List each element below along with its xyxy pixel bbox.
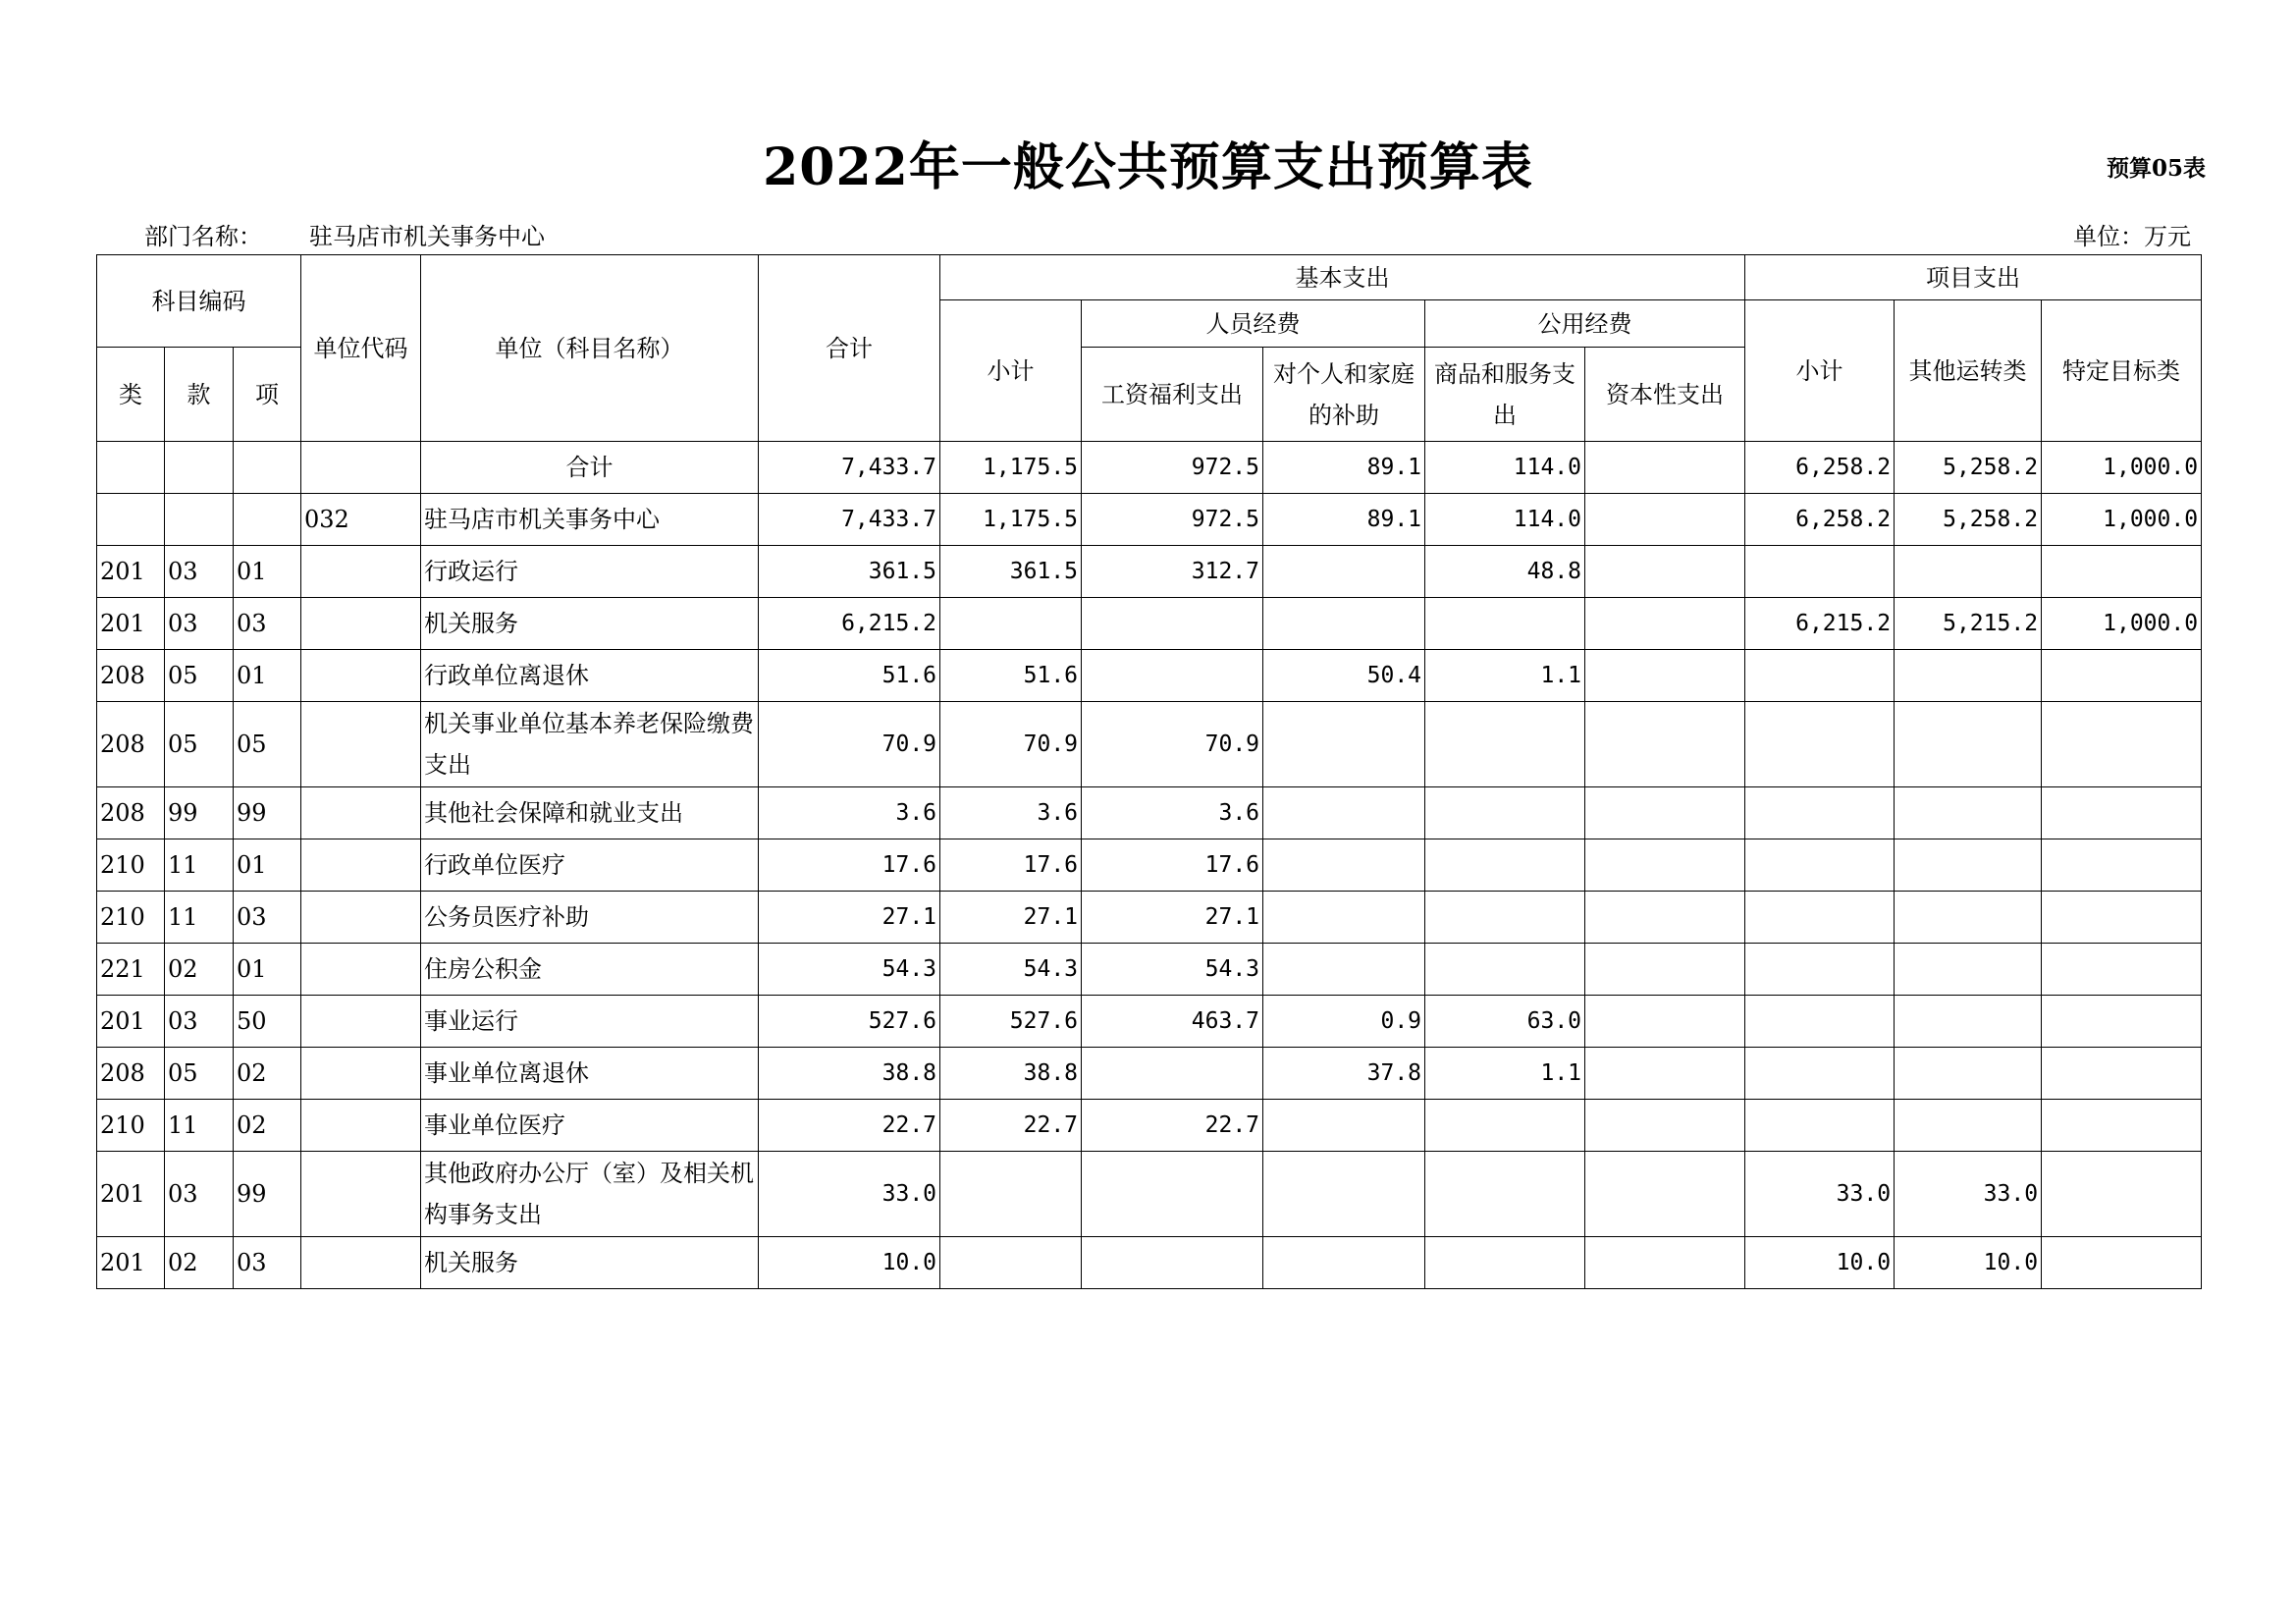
cell-unit-name: 合计 (421, 442, 759, 494)
cell-capital (1585, 1100, 1745, 1152)
cell-kuan: 05 (165, 650, 234, 702)
cell-lei: 208 (97, 650, 165, 702)
cell-basic-subtotal: 38.8 (940, 1048, 1082, 1100)
cell-basic-subtotal (940, 1152, 1082, 1237)
cell-xiang (234, 442, 301, 494)
table-row (97, 839, 2202, 892)
cell-unit-code (301, 839, 421, 892)
cell-unit-name: 住房公积金 (421, 944, 759, 996)
cell-capital (1585, 442, 1745, 494)
table-row (97, 1048, 2202, 1100)
cell-lei: 208 (97, 1048, 165, 1100)
cell-lei: 201 (97, 598, 165, 650)
cell-basic-subtotal: 17.6 (940, 839, 1082, 892)
cell-capital (1585, 1048, 1745, 1100)
table-row (97, 494, 2202, 546)
cell-individual-subsidy (1263, 702, 1425, 787)
cell-total: 7,433.7 (759, 442, 940, 494)
header-unit-name: 单位（科目名称） (421, 255, 759, 442)
header-special-target: 特定目标类 (2042, 300, 2202, 442)
table-row (97, 650, 2202, 702)
cell-kuan: 02 (165, 1237, 234, 1289)
cell-individual-subsidy: 50.4 (1263, 650, 1425, 702)
cell-total: 17.6 (759, 839, 940, 892)
cell-capital (1585, 650, 1745, 702)
cell-capital (1585, 1152, 1745, 1237)
table-code: 预算05表 (2106, 155, 2206, 182)
cell-unit-code (301, 546, 421, 598)
header-public-funds: 公用经费 (1425, 300, 1745, 348)
table-header (97, 255, 2202, 442)
cell-lei: 208 (97, 787, 165, 839)
cell-individual-subsidy (1263, 546, 1425, 598)
cell-other-transfer: 5,215.2 (1895, 598, 2042, 650)
cell-individual-subsidy: 0.9 (1263, 996, 1425, 1048)
cell-unit-name: 行政运行 (421, 546, 759, 598)
header-xiang: 项 (234, 348, 301, 442)
cell-xiang: 02 (234, 1100, 301, 1152)
cell-total: 51.6 (759, 650, 940, 702)
cell-basic-subtotal: 22.7 (940, 1100, 1082, 1152)
cell-capital (1585, 892, 1745, 944)
department-line (144, 217, 545, 251)
cell-basic-subtotal: 1,175.5 (940, 494, 1082, 546)
header-project-expenditure: 项目支出 (1745, 255, 2202, 300)
cell-capital (1585, 494, 1745, 546)
header-individual-subsidy: 对个人和家庭的补助 (1263, 348, 1425, 442)
cell-salary: 27.1 (1082, 892, 1263, 944)
cell-other-transfer: 33.0 (1895, 1152, 2042, 1237)
cell-salary (1082, 1152, 1263, 1237)
cell-basic-subtotal: 70.9 (940, 702, 1082, 787)
cell-goods-services: 114.0 (1425, 494, 1585, 546)
header-subject-code: 科目编码 (97, 255, 301, 348)
cell-unit-code (301, 944, 421, 996)
cell-project-subtotal: 33.0 (1745, 1152, 1895, 1237)
cell-total: 33.0 (759, 1152, 940, 1237)
cell-special-target (2042, 650, 2202, 702)
cell-kuan: 03 (165, 546, 234, 598)
cell-capital (1585, 546, 1745, 598)
cell-special-target: 1,000.0 (2042, 598, 2202, 650)
cell-special-target (2042, 1237, 2202, 1289)
cell-kuan: 03 (165, 1152, 234, 1237)
cell-other-transfer: 10.0 (1895, 1237, 2042, 1289)
cell-salary: 463.7 (1082, 996, 1263, 1048)
budget-table (96, 254, 2202, 1289)
cell-lei: 210 (97, 1100, 165, 1152)
cell-kuan (165, 494, 234, 546)
cell-unit-code (301, 1152, 421, 1237)
cell-unit-code (301, 702, 421, 787)
cell-individual-subsidy: 89.1 (1263, 494, 1425, 546)
cell-basic-subtotal: 361.5 (940, 546, 1082, 598)
cell-salary: 3.6 (1082, 787, 1263, 839)
cell-other-transfer (1895, 996, 2042, 1048)
cell-project-subtotal: 6,258.2 (1745, 494, 1895, 546)
cell-project-subtotal (1745, 944, 1895, 996)
cell-kuan: 03 (165, 598, 234, 650)
cell-xiang: 01 (234, 839, 301, 892)
cell-unit-name: 公务员医疗补助 (421, 892, 759, 944)
cell-total: 3.6 (759, 787, 940, 839)
cell-project-subtotal (1745, 1048, 1895, 1100)
header-kuan: 款 (165, 348, 234, 442)
table-row (97, 892, 2202, 944)
cell-salary: 70.9 (1082, 702, 1263, 787)
cell-special-target (2042, 1100, 2202, 1152)
cell-unit-code (301, 650, 421, 702)
cell-lei: 201 (97, 546, 165, 598)
cell-lei: 201 (97, 1237, 165, 1289)
cell-unit-code (301, 892, 421, 944)
cell-unit-name: 机关事业单位基本养老保险缴费支出 (421, 702, 759, 787)
cell-kuan (165, 442, 234, 494)
cell-xiang: 02 (234, 1048, 301, 1100)
cell-goods-services (1425, 1100, 1585, 1152)
cell-goods-services: 63.0 (1425, 996, 1585, 1048)
cell-other-transfer: 5,258.2 (1895, 442, 2042, 494)
cell-individual-subsidy (1263, 944, 1425, 996)
cell-goods-services (1425, 1237, 1585, 1289)
cell-total: 22.7 (759, 1100, 940, 1152)
cell-kuan: 05 (165, 1048, 234, 1100)
table-row (97, 996, 2202, 1048)
cell-salary: 54.3 (1082, 944, 1263, 996)
cell-unit-name: 其他政府办公厅（室）及相关机构事务支出 (421, 1152, 759, 1237)
cell-goods-services (1425, 702, 1585, 787)
cell-xiang: 99 (234, 1152, 301, 1237)
cell-unit-name: 行政单位医疗 (421, 839, 759, 892)
cell-special-target (2042, 839, 2202, 892)
cell-unit-code (301, 996, 421, 1048)
cell-unit-name: 机关服务 (421, 598, 759, 650)
header-unit-code: 单位代码 (301, 255, 421, 442)
cell-xiang (234, 494, 301, 546)
cell-total: 6,215.2 (759, 598, 940, 650)
cell-lei: 201 (97, 1152, 165, 1237)
cell-goods-services: 1.1 (1425, 1048, 1585, 1100)
header-basic-subtotal: 小计 (940, 300, 1082, 442)
cell-capital (1585, 1237, 1745, 1289)
table-row (97, 702, 2202, 787)
table-row (97, 598, 2202, 650)
cell-kuan: 11 (165, 892, 234, 944)
cell-goods-services: 1.1 (1425, 650, 1585, 702)
cell-unit-name: 行政单位离退休 (421, 650, 759, 702)
cell-unit-name: 事业单位医疗 (421, 1100, 759, 1152)
cell-unit-code (301, 598, 421, 650)
cell-unit-name: 事业运行 (421, 996, 759, 1048)
cell-salary: 972.5 (1082, 442, 1263, 494)
cell-xiang: 01 (234, 944, 301, 996)
cell-special-target (2042, 1048, 2202, 1100)
table-row (97, 546, 2202, 598)
cell-basic-subtotal: 1,175.5 (940, 442, 1082, 494)
cell-goods-services (1425, 787, 1585, 839)
header-salary: 工资福利支出 (1082, 348, 1263, 442)
cell-basic-subtotal: 527.6 (940, 996, 1082, 1048)
cell-kuan: 11 (165, 1100, 234, 1152)
cell-salary (1082, 1237, 1263, 1289)
table-row (97, 1100, 2202, 1152)
cell-salary (1082, 598, 1263, 650)
cell-kuan: 02 (165, 944, 234, 996)
cell-special-target (2042, 892, 2202, 944)
cell-xiang: 03 (234, 598, 301, 650)
cell-goods-services (1425, 598, 1585, 650)
table-row (97, 944, 2202, 996)
cell-total: 361.5 (759, 546, 940, 598)
cell-other-transfer (1895, 546, 2042, 598)
cell-unit-name: 其他社会保障和就业支出 (421, 787, 759, 839)
cell-total: 54.3 (759, 944, 940, 996)
cell-unit-code: 032 (301, 494, 421, 546)
table-row (97, 1237, 2202, 1289)
cell-other-transfer (1895, 650, 2042, 702)
cell-lei (97, 494, 165, 546)
page-title: 2022年一般公共预算支出预算表 (763, 137, 1533, 197)
cell-project-subtotal (1745, 892, 1895, 944)
cell-special-target (2042, 702, 2202, 787)
cell-project-subtotal (1745, 702, 1895, 787)
header-goods-services: 商品和服务支出 (1425, 348, 1585, 442)
table-body (97, 442, 2202, 1289)
cell-goods-services: 114.0 (1425, 442, 1585, 494)
cell-lei: 210 (97, 892, 165, 944)
cell-salary: 22.7 (1082, 1100, 1263, 1152)
table-row (97, 442, 2202, 494)
cell-other-transfer (1895, 944, 2042, 996)
cell-other-transfer (1895, 1100, 2042, 1152)
cell-basic-subtotal (940, 598, 1082, 650)
cell-lei: 208 (97, 702, 165, 787)
cell-xiang: 50 (234, 996, 301, 1048)
cell-lei: 201 (97, 996, 165, 1048)
cell-special-target: 1,000.0 (2042, 494, 2202, 546)
cell-unit-code (301, 442, 421, 494)
unit-label: 单位：万元 (2073, 223, 2191, 250)
cell-individual-subsidy (1263, 1152, 1425, 1237)
header-lei: 类 (97, 348, 165, 442)
cell-unit-name: 驻马店市机关事务中心 (421, 494, 759, 546)
cell-capital (1585, 944, 1745, 996)
cell-xiang: 03 (234, 892, 301, 944)
department-name: 驻马店市机关事务中心 (309, 223, 545, 250)
cell-total: 7,433.7 (759, 494, 940, 546)
cell-salary (1082, 1048, 1263, 1100)
cell-xiang: 03 (234, 1237, 301, 1289)
cell-project-subtotal: 10.0 (1745, 1237, 1895, 1289)
cell-individual-subsidy (1263, 787, 1425, 839)
cell-salary (1082, 650, 1263, 702)
cell-capital (1585, 787, 1745, 839)
cell-lei: 210 (97, 839, 165, 892)
cell-goods-services: 48.8 (1425, 546, 1585, 598)
cell-unit-code (301, 1100, 421, 1152)
cell-total: 70.9 (759, 702, 940, 787)
cell-project-subtotal (1745, 996, 1895, 1048)
cell-salary: 312.7 (1082, 546, 1263, 598)
table-row (97, 1152, 2202, 1237)
cell-xiang: 05 (234, 702, 301, 787)
cell-individual-subsidy (1263, 1237, 1425, 1289)
header-basic-expenditure: 基本支出 (940, 255, 1745, 300)
cell-capital (1585, 996, 1745, 1048)
cell-kuan: 05 (165, 702, 234, 787)
header-project-subtotal: 小计 (1745, 300, 1895, 442)
cell-capital (1585, 598, 1745, 650)
cell-xiang: 99 (234, 787, 301, 839)
cell-goods-services (1425, 839, 1585, 892)
cell-xiang: 01 (234, 650, 301, 702)
cell-basic-subtotal: 54.3 (940, 944, 1082, 996)
cell-basic-subtotal: 51.6 (940, 650, 1082, 702)
cell-goods-services (1425, 944, 1585, 996)
cell-special-target (2042, 944, 2202, 996)
cell-capital (1585, 839, 1745, 892)
cell-project-subtotal (1745, 1100, 1895, 1152)
header-personnel: 人员经费 (1082, 300, 1425, 348)
cell-other-transfer: 5,258.2 (1895, 494, 2042, 546)
cell-project-subtotal (1745, 839, 1895, 892)
cell-kuan: 99 (165, 787, 234, 839)
cell-special-target (2042, 546, 2202, 598)
cell-unit-name: 事业单位离退休 (421, 1048, 759, 1100)
cell-lei (97, 442, 165, 494)
cell-basic-subtotal: 3.6 (940, 787, 1082, 839)
cell-project-subtotal (1745, 650, 1895, 702)
cell-special-target (2042, 787, 2202, 839)
cell-total: 527.6 (759, 996, 940, 1048)
cell-salary: 972.5 (1082, 494, 1263, 546)
header-capital: 资本性支出 (1585, 348, 1745, 442)
cell-individual-subsidy (1263, 1100, 1425, 1152)
header-total: 合计 (759, 255, 940, 442)
cell-individual-subsidy: 89.1 (1263, 442, 1425, 494)
cell-special-target: 1,000.0 (2042, 442, 2202, 494)
cell-project-subtotal (1745, 787, 1895, 839)
cell-project-subtotal (1745, 546, 1895, 598)
cell-individual-subsidy (1263, 839, 1425, 892)
cell-other-transfer (1895, 892, 2042, 944)
cell-salary: 17.6 (1082, 839, 1263, 892)
cell-other-transfer (1895, 839, 2042, 892)
cell-project-subtotal: 6,258.2 (1745, 442, 1895, 494)
cell-basic-subtotal (940, 1237, 1082, 1289)
cell-other-transfer (1895, 1048, 2042, 1100)
header-other-transfer: 其他运转类 (1895, 300, 2042, 442)
cell-individual-subsidy: 37.8 (1263, 1048, 1425, 1100)
cell-total: 38.8 (759, 1048, 940, 1100)
cell-other-transfer (1895, 787, 2042, 839)
cell-total: 27.1 (759, 892, 940, 944)
cell-total: 10.0 (759, 1237, 940, 1289)
cell-special-target (2042, 996, 2202, 1048)
cell-lei: 221 (97, 944, 165, 996)
cell-kuan: 11 (165, 839, 234, 892)
cell-individual-subsidy (1263, 598, 1425, 650)
department-label: 部门名称： (144, 223, 262, 250)
cell-capital (1585, 702, 1745, 787)
cell-special-target (2042, 1152, 2202, 1237)
cell-project-subtotal: 6,215.2 (1745, 598, 1895, 650)
cell-other-transfer (1895, 702, 2042, 787)
table-row (97, 787, 2202, 839)
cell-goods-services (1425, 892, 1585, 944)
cell-individual-subsidy (1263, 892, 1425, 944)
cell-kuan: 03 (165, 996, 234, 1048)
cell-goods-services (1425, 1152, 1585, 1237)
cell-xiang: 01 (234, 546, 301, 598)
cell-unit-code (301, 1237, 421, 1289)
cell-unit-code (301, 1048, 421, 1100)
cell-unit-name: 机关服务 (421, 1237, 759, 1289)
cell-basic-subtotal: 27.1 (940, 892, 1082, 944)
cell-unit-code (301, 787, 421, 839)
